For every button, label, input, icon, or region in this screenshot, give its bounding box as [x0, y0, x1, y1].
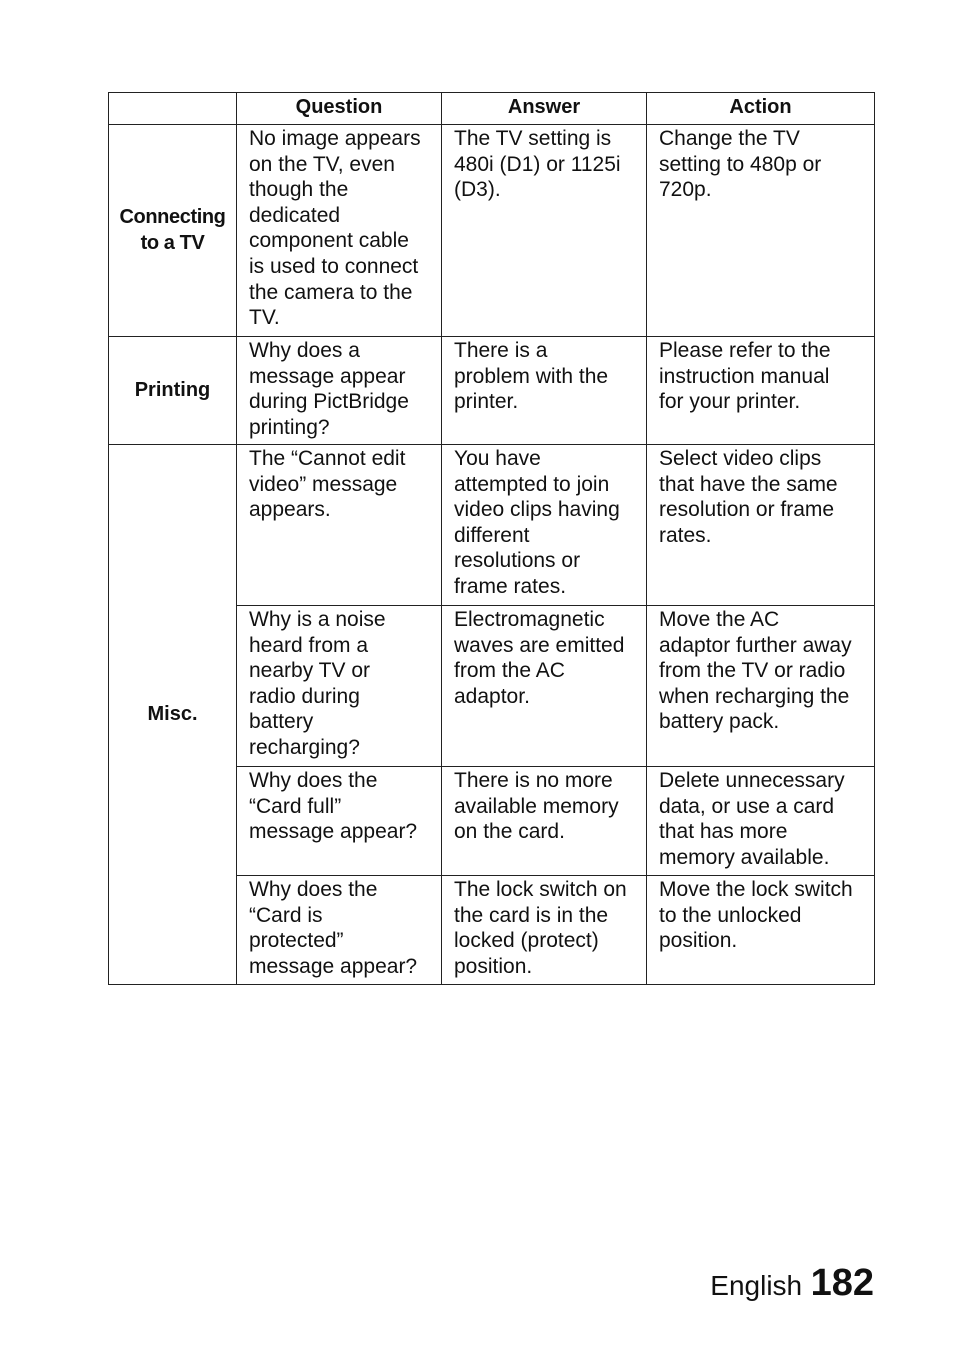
table-header-row: [109, 93, 875, 125]
text-line: “Card full”: [249, 794, 342, 818]
category-line: to a TV: [140, 231, 205, 254]
table-row: [109, 337, 875, 445]
text-line: different: [454, 523, 530, 547]
text-line: recharging?: [249, 735, 360, 759]
answer-cell: [442, 876, 647, 985]
table-row: [109, 445, 875, 606]
page-number: 182: [810, 1262, 874, 1304]
action-cell: [647, 445, 875, 606]
text-line: during PictBridge: [249, 390, 409, 414]
text-line: video clips having: [454, 498, 620, 522]
category-line: Misc.: [147, 702, 198, 725]
header-action: Action: [647, 93, 875, 125]
text-line: adaptor.: [454, 684, 530, 708]
text-line: message appear: [249, 364, 406, 388]
question-cell: [237, 445, 442, 606]
text-line: There is a: [454, 339, 548, 362]
text-line: message appear?: [249, 954, 418, 978]
text-line: to the unlocked: [659, 903, 802, 927]
text-line: rates.: [659, 523, 712, 547]
text-line: that have the same: [659, 472, 838, 496]
text-line: No image appears: [249, 127, 421, 150]
text-line: Move the AC: [659, 608, 780, 631]
text-line: Why does a: [249, 339, 360, 362]
text-line: dedicated: [249, 203, 341, 227]
text-line: Why does the: [249, 878, 378, 901]
text-line: Why is a noise: [249, 608, 386, 631]
text-line: data, or use a card: [659, 794, 835, 818]
text-line: 720p.: [659, 178, 712, 202]
category-misc: [109, 445, 237, 985]
text-line: resolutions or: [454, 549, 581, 573]
text-line: on the card.: [454, 820, 565, 844]
text-line: position.: [454, 954, 533, 978]
action-cell: [647, 606, 875, 767]
question-cell: [237, 337, 442, 445]
text-line: component cable: [249, 229, 409, 253]
table-row: [109, 125, 875, 337]
text-line: printing?: [249, 415, 330, 439]
question-cell: [237, 876, 442, 985]
text-line: that has more: [659, 820, 788, 844]
text-line: from the AC: [454, 659, 565, 683]
text-line: resolution or frame: [659, 498, 835, 522]
text-line: frame rates.: [454, 574, 567, 598]
text-line: The “Cannot edit: [249, 447, 406, 470]
text-line: battery pack.: [659, 710, 780, 734]
header-question: Question: [237, 93, 442, 125]
text-line: There is no more: [454, 769, 613, 792]
text-line: appears.: [249, 498, 331, 522]
text-line: instruction manual: [659, 364, 830, 388]
text-line: locked (protect): [454, 929, 599, 953]
category-printing: [109, 337, 237, 445]
text-line: protected”: [249, 929, 344, 953]
text-line: waves are emitted: [454, 633, 625, 657]
text-line: Change the TV: [659, 127, 800, 150]
text-line: available memory: [454, 794, 619, 818]
question-cell: [237, 606, 442, 767]
text-line: 480i (D1) or 1125i: [454, 152, 621, 176]
question-cell: [237, 767, 442, 876]
text-line: (D3).: [454, 178, 501, 202]
answer-cell: [442, 445, 647, 606]
text-line: the card is in the: [454, 903, 609, 927]
text-line: Select video clips: [659, 447, 822, 470]
text-line: position.: [659, 929, 738, 953]
text-line: Why does the: [249, 769, 378, 792]
text-line: heard from a: [249, 633, 369, 657]
text-line: Delete unnecessary: [659, 769, 845, 792]
text-line: adaptor further away: [659, 633, 852, 657]
answer-cell: [442, 767, 647, 876]
text-line: the camera to the: [249, 280, 413, 304]
answer-cell: [442, 337, 647, 445]
text-line: Electromagnetic: [454, 608, 605, 631]
text-line: battery: [249, 710, 314, 734]
text-line: on the TV, even: [249, 152, 395, 176]
text-line: though the: [249, 178, 349, 202]
text-line: “Card is: [249, 903, 323, 927]
text-line: radio during: [249, 684, 360, 708]
text-line: The TV setting is: [454, 127, 612, 150]
text-line: for your printer.: [659, 390, 801, 414]
text-line: is used to connect: [249, 254, 419, 278]
action-cell: [647, 767, 875, 876]
text-line: when recharging the: [659, 684, 850, 708]
action-cell: [647, 876, 875, 985]
action-cell: [647, 337, 875, 445]
text-line: printer.: [454, 390, 519, 414]
text-line: video” message: [249, 472, 398, 496]
text-line: attempted to join: [454, 472, 610, 496]
question-cell: [237, 125, 442, 337]
category-line: Connecting: [119, 205, 226, 228]
text-line: from the TV or radio: [659, 659, 846, 683]
text-line: memory available.: [659, 845, 830, 869]
text-line: Move the lock switch: [659, 878, 853, 901]
text-line: message appear?: [249, 820, 418, 844]
text-line: setting to 480p or: [659, 152, 822, 176]
page-footer: [710, 1262, 874, 1305]
header-answer: Answer: [442, 93, 647, 125]
text-line: problem with the: [454, 364, 609, 388]
answer-cell: [442, 606, 647, 767]
category-line: Printing: [134, 378, 211, 401]
text-line: You have: [454, 447, 541, 470]
answer-cell: [442, 125, 647, 337]
text-line: Please refer to the: [659, 339, 831, 362]
footer-language: English: [710, 1270, 803, 1301]
header-corner-cell: [109, 93, 237, 125]
action-cell: [647, 125, 875, 337]
text-line: nearby TV or: [249, 659, 371, 683]
text-line: TV.: [249, 306, 280, 330]
category-connecting-to-tv: [109, 125, 237, 337]
troubleshooting-table: [108, 92, 875, 985]
text-line: The lock switch on: [454, 878, 627, 901]
